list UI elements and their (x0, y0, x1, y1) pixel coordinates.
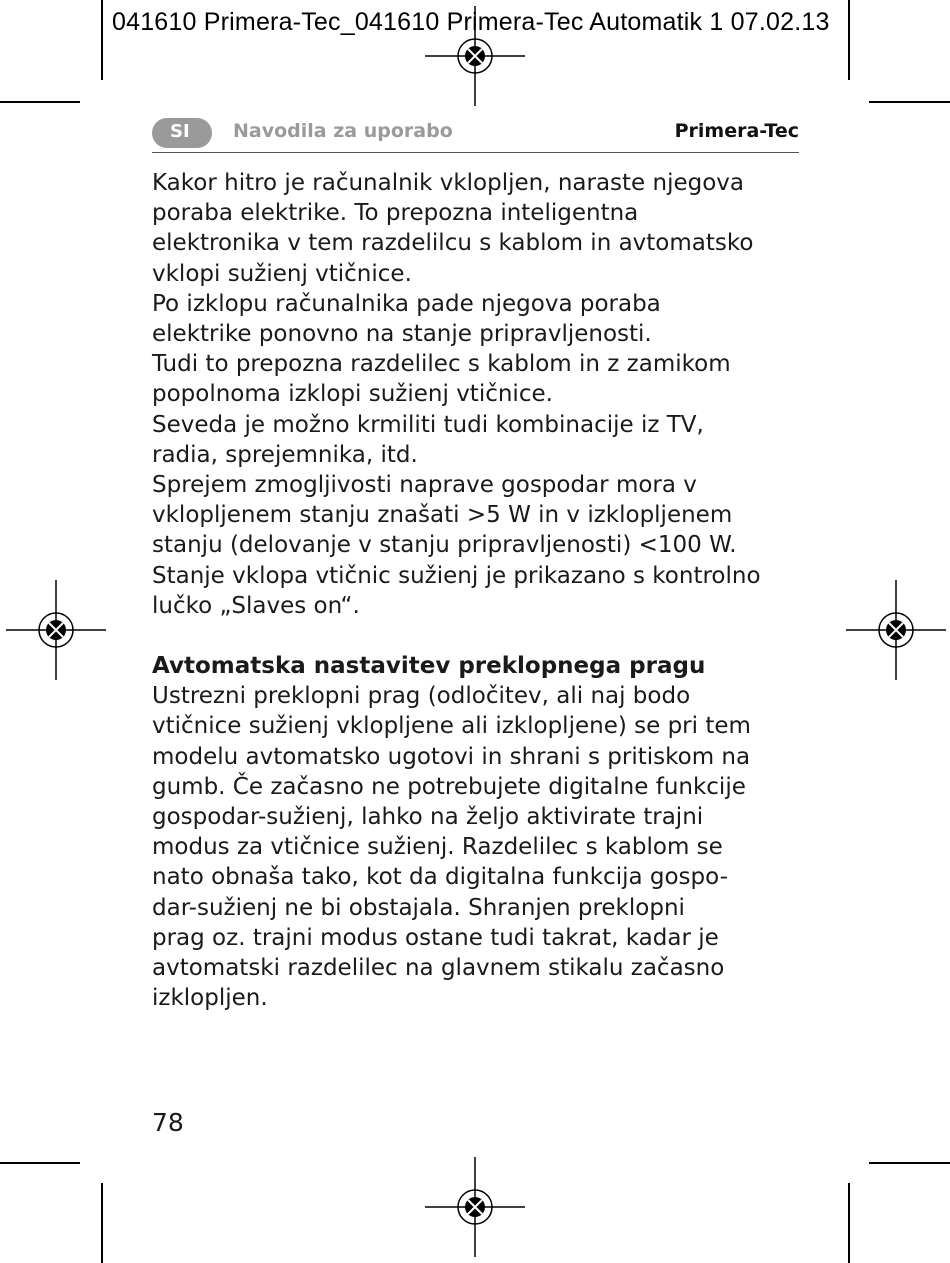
crop-mark-top-right-vertical (848, 0, 850, 80)
section-spacer (152, 621, 812, 651)
paragraph-2: Po izklopu računalnika pade njegova poraba elektrike ponovno na stanje pripravljenosti. (152, 290, 661, 348)
paragraph-5: Sprejem zmogljivosti naprave gospodar mora v vklopljenem stanju znašati >5 W in v izklopljenem stanju (delovanje v stanju pripravljenosti) <100 W. (152, 472, 737, 559)
language-badge (152, 118, 212, 148)
page-number: 78 (152, 1108, 184, 1137)
crop-mark-bottom-right-vertical (848, 1183, 850, 1263)
registration-mark-top-icon (425, 6, 525, 106)
paragraph-1: Kakor hitro je računalnik vklopljen, naraste njegova poraba elektrike. To prepozna inteligentna elektronika v tem razdelilcu s kablom in avtomatsko vklopi sužienj vtičnice. (152, 170, 754, 287)
registration-mark-bottom-icon (425, 1157, 525, 1257)
page-content (152, 168, 812, 1013)
crop-mark-top-left-horizontal (0, 101, 80, 103)
page-header (152, 116, 799, 153)
crop-mark-top-left-vertical (101, 0, 103, 80)
paragraph-4: Seveda je možno krmiliti tudi kombinacije iz TV, radia, sprejemnika, itd. (152, 411, 704, 468)
crop-mark-bottom-right-horizontal (869, 1162, 950, 1164)
brand-name: Primera-Tec (674, 120, 799, 142)
manual-title: Navodila za uporabo (233, 120, 453, 142)
registration-mark-left-icon (6, 580, 106, 680)
section-body: Ustrezni preklopni prag (odločitev, ali naj bodo vtičnice sužienj vklopljene ali izklopljene) se pri tem modelu avtomatsko ugotovi in shrani s pritiskom na gumb. Če začasno ne potrebujete digitalne funkcije gospodar-sužienj, lahko na željo aktivirate trajni modus za vtičnice sužienj. Razdelilec s kablom se nato obnaša tako, kot da digitalna funkcija gospo- dar-sužienj ne bi obstajala. Shranjen preklopni prag oz. trajni modus ostane tudi takrat, kadar je avtomatski razdelilec na glavnem stikalu začasno izklopljen. (152, 683, 751, 1012)
paragraph-6: Stanje vklopa vtičnic sužienj je prikazano s kontrolno lučko „Slaves on“. (152, 562, 761, 619)
language-code: SI (170, 121, 190, 142)
crop-mark-top-right-horizontal (869, 101, 950, 103)
crop-mark-bottom-left-vertical (101, 1183, 103, 1263)
crop-mark-bottom-left-horizontal (0, 1162, 80, 1164)
print-slug-line: 041610 Primera-Tec_041610 Primera-Tec Automatik 1 07.02.13 (112, 8, 830, 36)
paragraph-3: Tudi to prepozna razdelilec s kablom in z zamikom popolnoma izklopi sužienj vtičnice. (152, 351, 731, 408)
registration-mark-right-icon (846, 580, 946, 680)
section-heading: Avtomatska nastavitev preklopnega pragu (152, 653, 706, 680)
